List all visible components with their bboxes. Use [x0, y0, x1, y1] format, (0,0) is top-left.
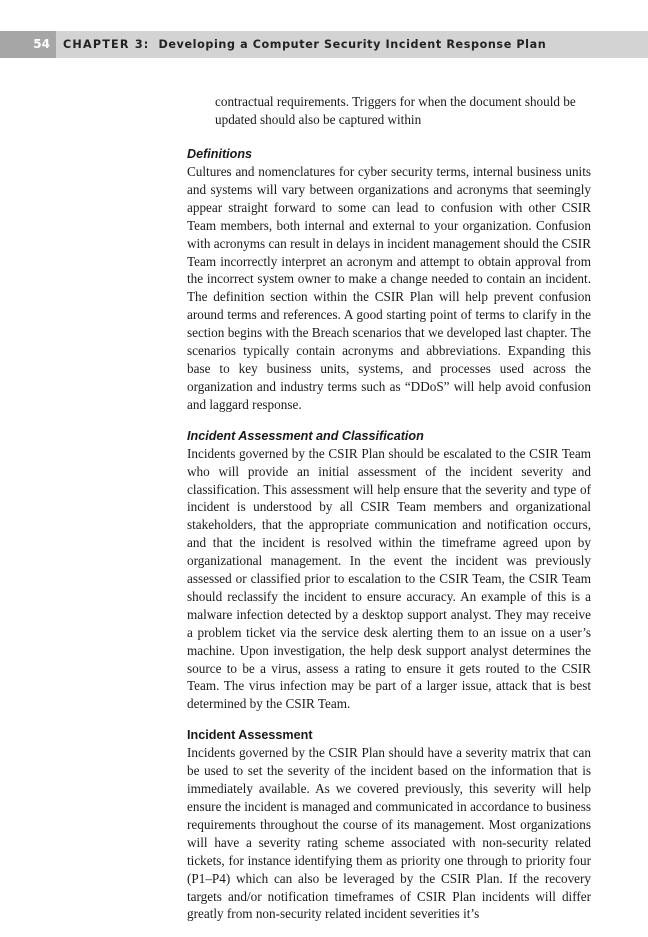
section-heading-definitions: Definitions	[187, 147, 253, 161]
chapter-label: CHAPTER 3:	[63, 38, 150, 51]
section-heading-incident-assessment: Incident Assessment	[187, 728, 313, 743]
continued-list-text: contractual requirements. Triggers for when the document should be updated should also be captured within	[215, 94, 576, 127]
section-paragraph-incident-assessment: Incidents governed by the CSIR Plan should have a severity matrix that can be used to set the severity of the incident based on the information that is immediately available. As we covered previously, this severity will help ensure the incident is managed and communicated in accordance to business requirements throughout the course of its management. Most organizations will have a severity rating scheme associated with non-security related tickets, for instance identifying them as priority one through to priority four (P1–P4) which can also be leveraged by the CSIR Plan. If the recovery targets and/or notification timeframes of CSIR Plan incidents will differ greatly from non-security related incident severities it’s	[187, 745, 591, 922]
section-heading-incident-assessment-classification: Incident Assessment and Classification	[187, 428, 424, 443]
section-paragraph-incident-assessment-classification: Incidents governed by the CSIR Plan should be escalated to the CSIR Team who will provide an initial assessment of the incident severity and classification. This assessment will help ensure that the severity and type of incident is understood by all CSIR Team members and organizational stakeholders, that the appropriate communication and notification occurs, and that the incident is resolved within the timeframe agreed upon by organizational management. In the event the incident was previously assessed or classified prior to escalation to the CSIR Team, the CSIR Team should reclassify the incident to ensure accuracy. An example of this is a malware infection detected by a desktop support analyst. They may receive a problem ticket via the service desk alerting them to an issue on a user’s machine. Upon investigation, the help desk support analyst determines the source to be a virus, assess a rating to ensure it gets routed to the CSIR Team. The virus infection may be part of a larger issue, attack that is best determined by the CSIR Team.	[187, 445, 591, 712]
section-paragraph-definitions: Cultures and nomenclatures for cyber security terms, internal business units and systems will vary between organizations and acronyms that seemingly appear straight forward to some can lead to confusion with other CSIR Team members, both internal and external to your organization. Confusion with acronyms can result in delays in incident management should the CSIR Team incorrectly interpret an acronym and attempt to obtain approval from the incorrect system owner to make a change needed to contain an incident. The definition section within the CSIR Plan will help prevent confusion around terms and references. A good starting point of terms to clarify in the section begins with the Breach scenarios that we developed last chapter. The scenarios typically contain acronyms and abbreviations. Expanding this base to key business units, systems, and processes used across the organization and industry terms such as “DDoS” will help avoid confusion and laggard response.	[187, 164, 591, 412]
running-header	[0, 31, 648, 58]
page-body	[187, 93, 591, 937]
page-number: 54	[0, 31, 56, 58]
chapter-name: Developing a Computer Security Incident Response Plan	[158, 38, 547, 51]
chapter-title	[63, 31, 546, 58]
